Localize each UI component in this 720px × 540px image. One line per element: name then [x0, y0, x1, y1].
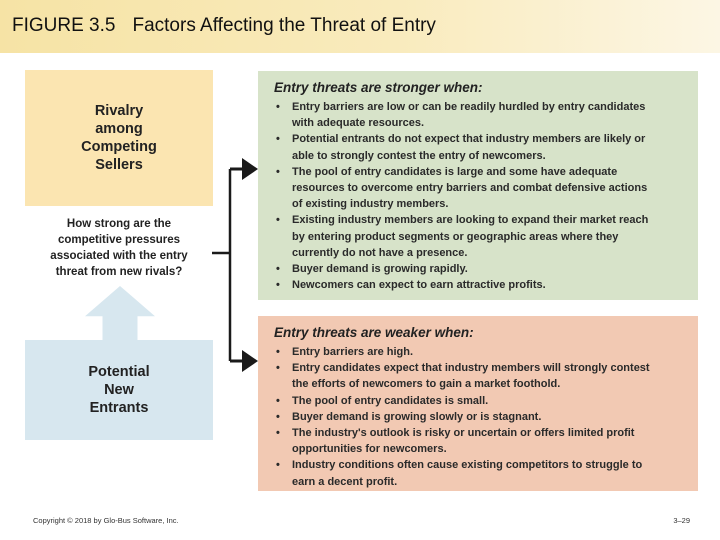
arrowhead-right-icon — [242, 350, 258, 372]
weaker-list — [274, 344, 688, 490]
item-line: • The pool of entry candidates is small. — [292, 394, 489, 407]
item-line: opportunities for newcomers. — [292, 443, 447, 456]
list-item — [274, 99, 688, 131]
item-line: • Buyer demand is growing rapidly. — [292, 263, 468, 276]
rivalry-box-label — [81, 102, 157, 174]
entrants-line: Potential — [88, 364, 150, 380]
list-item — [274, 344, 688, 360]
item-line: • The pool of entry candidates is large and some have adequate — [292, 165, 618, 178]
weaker-panel-heading: Entry threats are weaker when: — [274, 325, 474, 340]
item-line: • The industry's outlook is risky or uncertain or offers limited profit — [292, 427, 635, 440]
item-line: by entering product segments or geographic areas where they — [292, 230, 619, 243]
up-arrow-icon — [85, 286, 155, 342]
rivalry-box — [25, 70, 213, 206]
figure-number: FIGURE 3.5 — [12, 15, 116, 36]
rivalry-line: Rivalry — [94, 103, 144, 119]
item-line: • Newcomers can expect to earn attractive profits. — [292, 279, 546, 292]
list-item — [274, 425, 688, 457]
question-line: associated with the entry — [50, 250, 188, 262]
list-item — [274, 277, 688, 293]
item-line: • Entry candidates expect that industry members will strongly contest — [292, 362, 650, 375]
item-line: able to strongly contest the entry of newcomers. — [292, 149, 546, 162]
entrants-line: Entrants — [89, 400, 149, 416]
list-item — [274, 457, 688, 489]
potential-entrants-box — [25, 340, 213, 440]
central-question — [25, 216, 213, 280]
entrants-box-label — [88, 363, 149, 417]
item-line: • Buyer demand is growing slowly or is stagnant. — [292, 410, 542, 423]
list-item — [274, 164, 688, 213]
list-item — [274, 409, 688, 425]
rivalry-line: Sellers — [95, 157, 143, 173]
rivalry-line: Competing — [81, 139, 157, 155]
stronger-threat-panel — [258, 71, 698, 300]
question-line: threat from new rivals? — [55, 266, 183, 278]
figure-header — [0, 0, 720, 53]
item-line: • Existing industry members are looking to expand their market reach — [292, 214, 649, 227]
item-line: resources to overcome entry barriers and combat defensive actions — [292, 182, 648, 195]
list-item — [274, 360, 688, 392]
item-line: • Industry conditions often cause existing competitors to struggle to — [292, 459, 643, 472]
list-item — [274, 212, 688, 261]
item-line: • Entry barriers are low or can be readily hurdled by entry candidates — [292, 101, 646, 113]
rivalry-line: among — [95, 121, 143, 137]
item-line: of existing industry members. — [292, 198, 449, 211]
question-line: How strong are the — [66, 218, 172, 230]
figure-title — [12, 15, 436, 37]
page-number: 3–29 — [673, 516, 690, 525]
item-line: • Entry barriers are high. — [292, 346, 414, 358]
item-line: earn a decent profit. — [292, 475, 398, 488]
item-line: the efforts of newcomers to gain a market foothold. — [292, 378, 561, 391]
list-item — [274, 393, 688, 409]
bracket-connector — [212, 150, 260, 375]
stronger-panel-heading: Entry threats are stronger when: — [274, 80, 483, 95]
item-line: currently do not have a presence. — [292, 246, 468, 259]
figure-title-text: Factors Affecting the Threat of Entry — [132, 15, 436, 36]
item-line: • Potential entrants do not expect that industry members are likely or — [292, 133, 646, 146]
list-item — [274, 261, 688, 277]
question-line: competitive pressures — [57, 234, 181, 246]
stronger-list — [274, 99, 688, 293]
entrants-line: New — [104, 382, 134, 398]
weaker-threat-panel — [258, 316, 698, 491]
copyright-notice: Copyright © 2018 by Glo-Bus Software, Inc. — [33, 516, 179, 525]
item-line: with adequate resources. — [292, 117, 425, 130]
arrowhead-right-icon — [242, 158, 258, 180]
list-item — [274, 131, 688, 163]
